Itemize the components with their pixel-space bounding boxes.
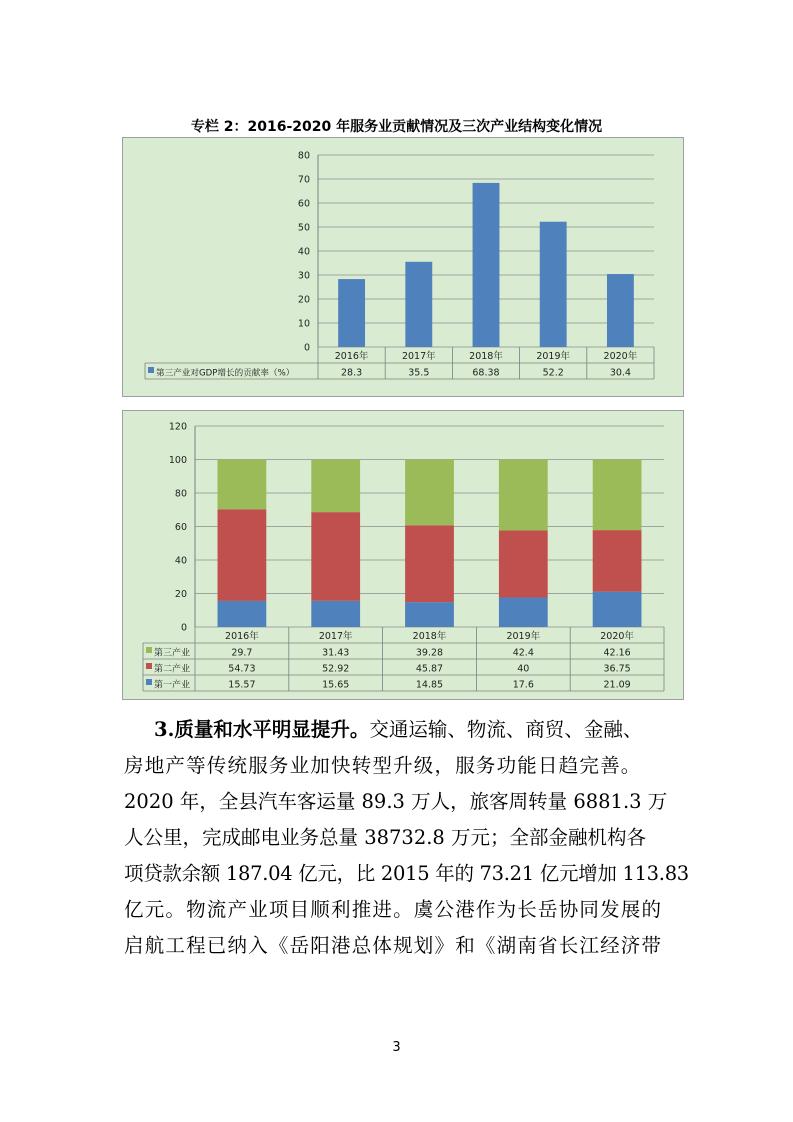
bar-第二产业 (499, 531, 548, 598)
data-label: 30.4 (609, 367, 631, 379)
industry-structure-chart (122, 410, 684, 700)
data-label: 42.4 (512, 647, 534, 659)
category-label: 2018年 (412, 631, 447, 642)
contribution-rate-chart (122, 137, 684, 397)
category-label: 2016年 (225, 631, 259, 642)
data-label: 45.87 (415, 663, 444, 675)
bar-第三产业 (593, 460, 642, 531)
category-label: 2016年 (334, 351, 369, 362)
data-label: 21.09 (603, 679, 631, 691)
data-label: 40 (517, 663, 530, 675)
bar-第三产业对GDP增长的贡献率（%） (338, 279, 365, 347)
body-line-6: 亿元。物流产业项目顺利推进。虞公港作为长岳协同发展的 (124, 898, 663, 921)
y-tick-label: 100 (168, 455, 187, 466)
data-label: 68.38 (472, 367, 500, 379)
legend-label: 第二产业 (154, 664, 191, 675)
data-label: 31.43 (322, 647, 350, 659)
category-label: 2019年 (536, 351, 571, 362)
y-tick-label: 80 (297, 150, 310, 162)
page-number: 3 (392, 1040, 401, 1055)
bar-第三产业 (311, 460, 360, 513)
bar-第一产业 (593, 592, 642, 627)
y-tick-label: 40 (297, 246, 310, 258)
legend-label: 第三产业对GDP增长的贡献率（%） (156, 368, 295, 379)
data-label: 17.6 (512, 679, 534, 691)
body-line-1 (154, 712, 642, 748)
data-label: 52.2 (542, 367, 564, 379)
contribution-rate-chart-svg (123, 138, 683, 396)
category-label: 2020年 (603, 351, 638, 362)
legend-key (148, 367, 154, 373)
category-label: 2019年 (506, 631, 541, 642)
data-label: 52.92 (322, 663, 350, 675)
data-label: 14.85 (415, 679, 444, 691)
bar-第三产业对GDP增长的贡献率（%） (405, 262, 432, 347)
body-line-2: 房地产等传统服务业加快转型升级，服务功能日趋完善。 (124, 754, 642, 777)
bar-第二产业 (593, 530, 642, 592)
y-tick-label: 20 (297, 294, 310, 306)
data-label: 35.5 (408, 367, 430, 379)
bar-第二产业 (405, 525, 454, 602)
y-tick-label: 60 (297, 198, 310, 210)
body-line-7: 启航工程已纳入《岳阳港总体规划》和《湖南省长江经济带 (124, 934, 663, 957)
y-tick-label: 0 (180, 622, 187, 634)
category-label: 2017年 (318, 631, 353, 642)
y-tick-label: 0 (303, 342, 310, 354)
y-tick-label: 120 (168, 421, 187, 433)
data-label: 28.3 (341, 367, 363, 379)
y-tick-label: 70 (297, 174, 310, 186)
data-label: 15.65 (322, 679, 350, 691)
body-line-4: 人公里，完成邮电业务总量 38732.8 万元；全部金融机构各 (124, 826, 647, 849)
bar-第三产业对GDP增长的贡献率（%） (540, 222, 567, 347)
legend-key (146, 679, 152, 685)
bar-第一产业 (311, 601, 360, 627)
bar-第三产业 (405, 460, 454, 526)
legend-label: 第三产业 (154, 648, 191, 659)
category-label: 2017年 (401, 351, 436, 362)
data-label: 36.75 (603, 663, 631, 675)
category-label: 2018年 (469, 351, 503, 362)
y-tick-label: 60 (174, 522, 187, 533)
bar-第二产业 (218, 509, 267, 601)
figure-caption: 专栏 2：2016-2020 年服务业贡献情况及三次产业结构变化情况 (190, 119, 603, 135)
data-label: 42.16 (603, 647, 631, 659)
bar-第三产业 (499, 460, 548, 531)
y-tick-label: 80 (174, 488, 187, 500)
y-tick-label: 10 (297, 318, 310, 330)
bar-第一产业 (499, 598, 548, 627)
bar-第三产业对GDP增长的贡献率（%） (607, 274, 634, 347)
y-tick-label: 30 (297, 270, 310, 282)
bar-第三产业 (218, 460, 267, 510)
category-label: 2020年 (600, 631, 634, 642)
industry-structure-chart-svg (123, 411, 683, 699)
legend-label: 第一产业 (154, 680, 191, 691)
body-line-3: 2020 年，全县汽车客运量 89.3 万人，旅客周转量 6881.3 万 (124, 790, 668, 813)
data-label: 54.73 (228, 663, 256, 675)
data-label: 29.7 (231, 647, 253, 659)
bar-第一产业 (405, 602, 454, 627)
section-heading: 3.质量和水平明显提升。 (154, 718, 370, 741)
bar-第一产业 (218, 601, 267, 627)
body-line-5: 项贷款余额 187.04 亿元，比 2015 年的 73.21 亿元增加 113.83 (124, 862, 689, 885)
body-line-1-text: 交通运输、物流、商贸、金融、 (369, 718, 643, 741)
legend-key (146, 647, 152, 653)
y-tick-label: 20 (174, 589, 187, 600)
data-label: 39.28 (415, 647, 444, 659)
bar-第三产业对GDP增长的贡献率（%） (473, 183, 500, 347)
legend-key (146, 663, 152, 669)
data-label: 15.57 (228, 679, 256, 691)
bar-第二产业 (311, 512, 360, 601)
y-tick-label: 50 (297, 222, 310, 234)
y-tick-label: 40 (174, 555, 187, 567)
